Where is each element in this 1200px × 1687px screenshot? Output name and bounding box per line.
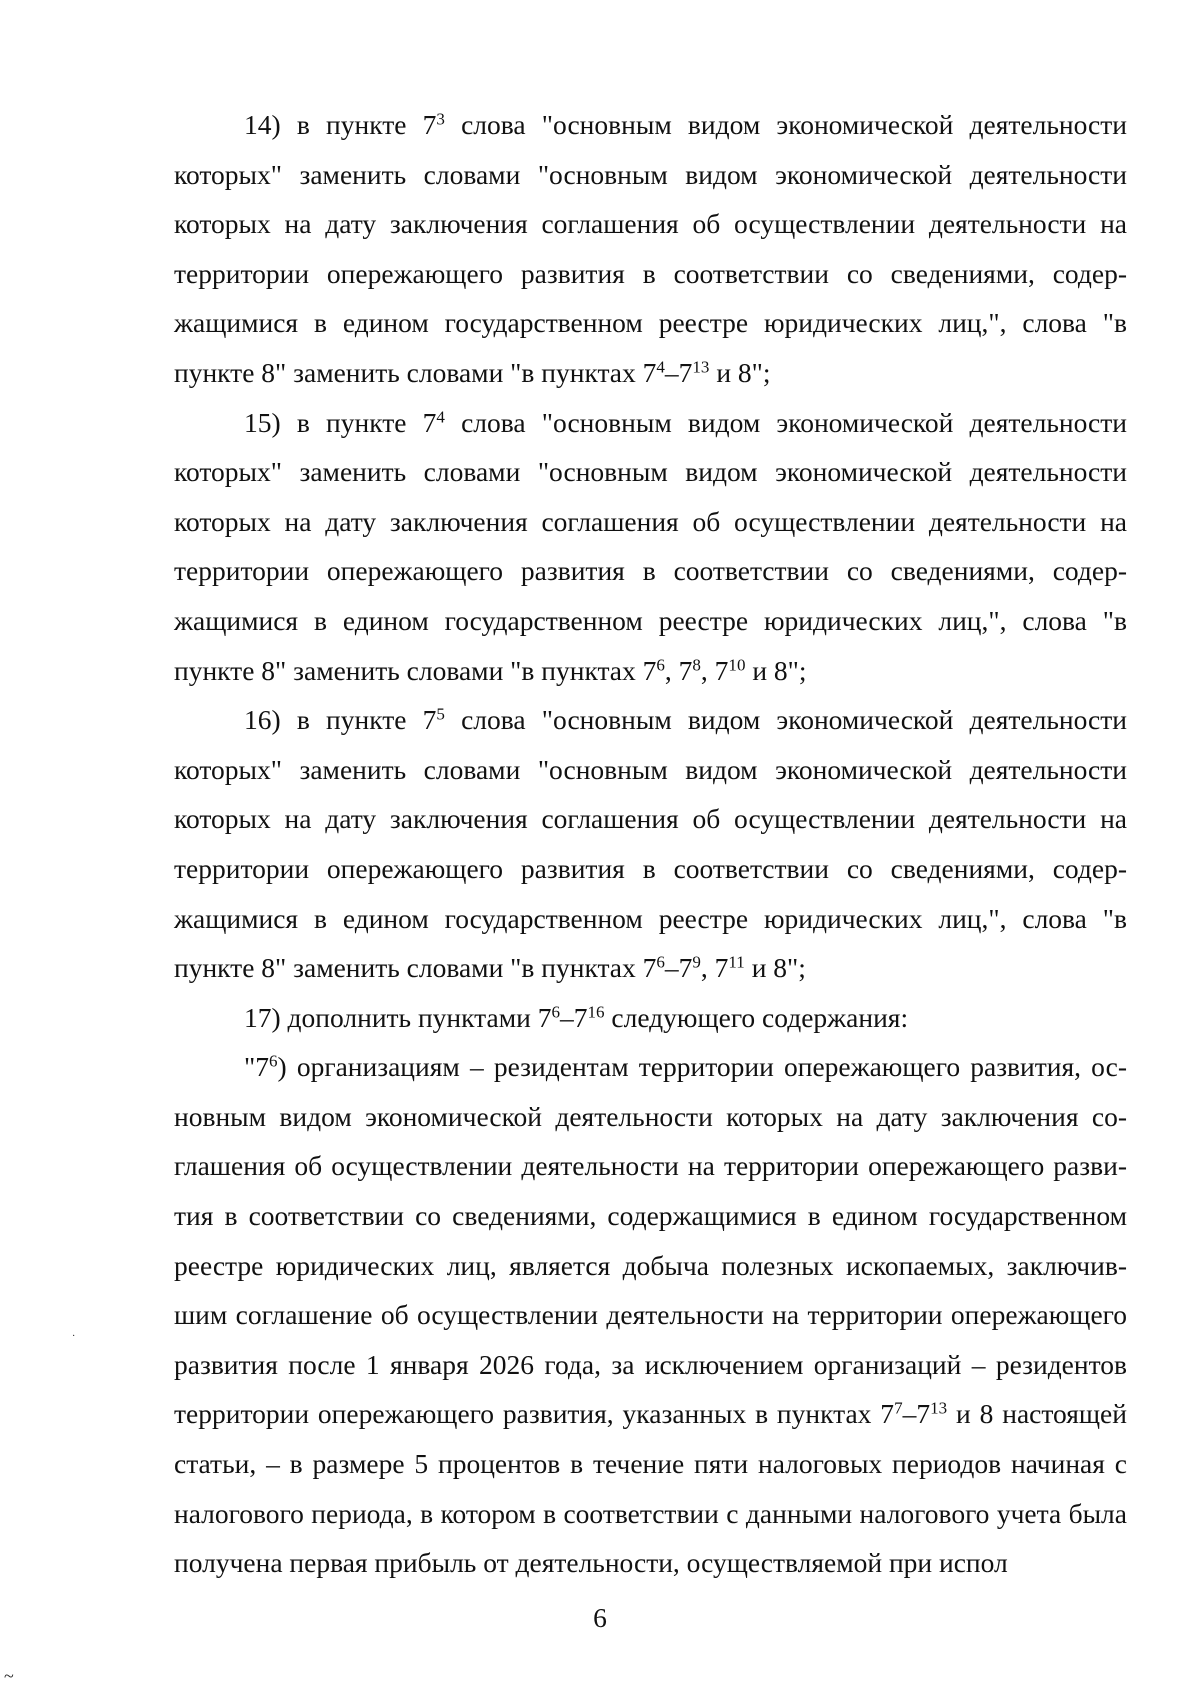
text-run: , 7 xyxy=(664,654,693,686)
text-run: следующего содержания: xyxy=(604,1001,909,1033)
text-run: 16) в пункте 7 xyxy=(244,704,437,736)
superscript-index: 6 xyxy=(551,1002,560,1022)
page-number: 6 xyxy=(593,1602,607,1633)
text-run: ) организациям – резидентам территории опережающего развития, основным видом экономической деятельности которых на дату заключения соглашения об осуществлении деятельности на территории опережающего развития в соответствии со сведениями, содержащимися в едином государственном реестре юридических лиц, является добыча полезных ископаемых, заключившим соглашение об осуществлении деятельности на территории опережающего развития после 1 января 2026 года, за исключением организаций – резидентов территории опережающего развития, указанных в пунктах 7 xyxy=(174,1051,1127,1430)
paragraph-point-7-6 xyxy=(174,1042,1127,1588)
superscript-index: 4 xyxy=(656,357,665,377)
text-run: 17) дополнить пунктами 7 xyxy=(244,1001,552,1033)
text-run: –7 xyxy=(559,1001,588,1033)
text-run: и 8"; xyxy=(709,356,771,388)
superscript-index: 13 xyxy=(930,1399,948,1419)
superscript-index: 10 xyxy=(728,655,746,675)
text-run: , 7 xyxy=(700,654,729,686)
paragraph-item-17 xyxy=(174,993,1127,1043)
superscript-index: 7 xyxy=(894,1399,903,1419)
text-run: и 8 настоящей статьи, – в размере 5 процентов в течение пяти налоговых периодов начиная с налогового периода, в котором в соответствии с данными налогового учета была получена первая прибыль от деятельности, осуществляемой при испол xyxy=(174,1398,1127,1579)
margin-tilde-mark: ~ xyxy=(4,1666,14,1686)
superscript-index: 16 xyxy=(587,1002,605,1022)
superscript-index: 6 xyxy=(656,952,665,972)
paragraph-item-15 xyxy=(174,398,1127,696)
document-body xyxy=(174,100,1127,1588)
text-run: и 8"; xyxy=(745,654,807,686)
text-run: –7 xyxy=(664,952,693,984)
margin-dot-mark: · xyxy=(72,1331,76,1342)
text-run: "7 xyxy=(244,1051,269,1083)
superscript-index: 6 xyxy=(656,655,665,675)
superscript-index: 8 xyxy=(692,655,701,675)
paragraph-item-16 xyxy=(174,695,1127,993)
superscript-index: 3 xyxy=(436,109,445,129)
text-run: слова "основным видом экономической деятельности которых" заменить словами "основным видом экономической деятельности которых на дату заключения соглашения об осуществлении деятельности на территории опережающего развития в соответствии со сведениями, содержащимися в едином государственном реестре юридических лиц,", слова "в пункте 8" заменить словами "в пунктах 7 xyxy=(174,406,1127,686)
superscript-index: 5 xyxy=(436,704,445,724)
text-run: и 8"; xyxy=(744,952,806,984)
text-run: 14) в пункте 7 xyxy=(244,109,437,140)
superscript-index: 13 xyxy=(692,357,710,377)
superscript-index: 9 xyxy=(692,952,701,972)
text-run: , 7 xyxy=(700,952,729,984)
superscript-index: 11 xyxy=(728,952,745,972)
superscript-index: 6 xyxy=(268,1051,278,1071)
superscript-index: 4 xyxy=(436,407,445,427)
text-run: 15) в пункте 7 xyxy=(244,406,437,438)
paragraph-item-14 xyxy=(174,100,1127,398)
text-run: слова "основным видом экономической деятельности которых" заменить словами "основным видом экономической деятельности которых на дату заключения соглашения об осуществлении деятельности на территории опережающего развития в соответствии со сведениями, содержащимися в едином государственном реестре юридических лиц,", слова "в пункте 8" заменить словами "в пунктах 7 xyxy=(174,704,1127,984)
text-run: –7 xyxy=(664,356,693,388)
text-run: –7 xyxy=(902,1398,931,1430)
text-run: слова "основным видом экономической деятельности которых" заменить словами "основным видом экономической деятельности которых на дату заключения соглашения об осуществлении деятельности на территории опережающего развития в соответствии со сведениями, содержащимися в едином государственном реестре юридических лиц,", слова "в пункте 8" заменить словами "в пунктах 7 xyxy=(174,109,1127,388)
